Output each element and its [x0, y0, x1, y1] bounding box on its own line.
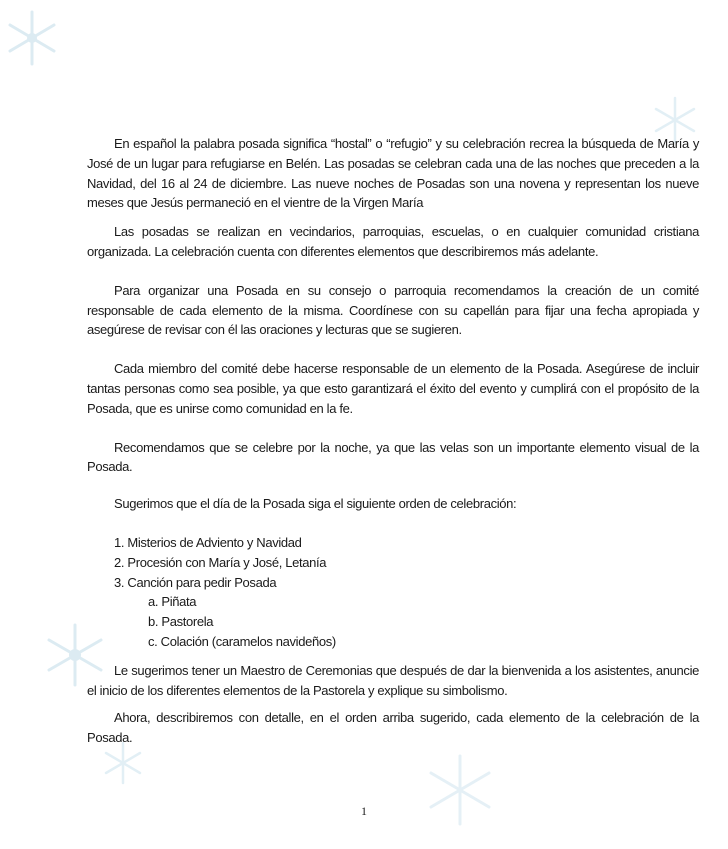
paragraph-where: Las posadas se realizan en vecindarios, parroquias, escuelas, o en cualquier comunidad cristiana organizada. La celebración cuenta con diferentes elementos que describiremos más adelante. — [87, 224, 699, 259]
snowflake-decoration-top-left — [2, 8, 62, 68]
paragraph-organize: Para organizar una Posada en su consejo o parroquia recomendamos la creación de un comité responsable de cada elemento de la misma. Coordínese con su capellán para fijar una fecha apropiada y asegúrese de revisar con él las oraciones y lecturas que se sugieren. — [87, 282, 699, 338]
document-body — [87, 134, 699, 756]
paragraph-night: Recomendamos que se celebre por la noche, ya que las velas son un importante elemento visual de la Posada. — [87, 439, 699, 475]
paragraph-order-intro: Sugerimos que el día de la Posada siga el siguiente orden de celebración: — [114, 496, 517, 512]
paragraph-intro: En español la palabra posada significa “hostal” o “refugio” y su celebración recrea la búsqueda de María y José de un lugar para refugiarse en Belén. Las posadas se celebran cada una de las noches que preceden a la Navidad, del 16 al 24 de diciembre. Las nueve noches de Posadas son una novena y representan los nueve meses que Jesús permaneció en el vientre de la Virgen María — [87, 136, 699, 211]
list-item: 3. Canción para pedir Posada — [114, 574, 277, 590]
list-item: 1. Misterios de Adviento y Navidad — [114, 534, 302, 550]
celebration-order-list — [87, 533, 699, 652]
paragraph-committee: Cada miembro del comité debe hacerse responsable de un elemento de la Posada. Asegúrese de incluir tantas personas como sea posible, ya que esto garantizará el éxito del evento y cumplirá con el propósito de la Posada, que es unirse como comunidad en la fe. — [87, 361, 699, 416]
page-number: 1 — [361, 804, 367, 818]
list-item: 2. Procesión con María y José, Letanía — [114, 554, 327, 570]
sub-list-item: a. Piñata — [148, 594, 197, 610]
paragraph-master-of-ceremonies: Le sugerimos tener un Maestro de Ceremonias que después de dar la bienvenida a los asistentes, anuncie el inicio de los diferentes elementos de la Pastorela y explique su simbolismo. — [87, 662, 699, 698]
sub-list-item: b. Pastorela — [148, 614, 214, 630]
paragraph-closing: Ahora, describiremos con detalle, en el orden arriba sugerido, cada elemento de la celebración de la Posada. — [87, 710, 699, 746]
sub-list-item: c. Colación (caramelos navideños) — [148, 633, 336, 649]
